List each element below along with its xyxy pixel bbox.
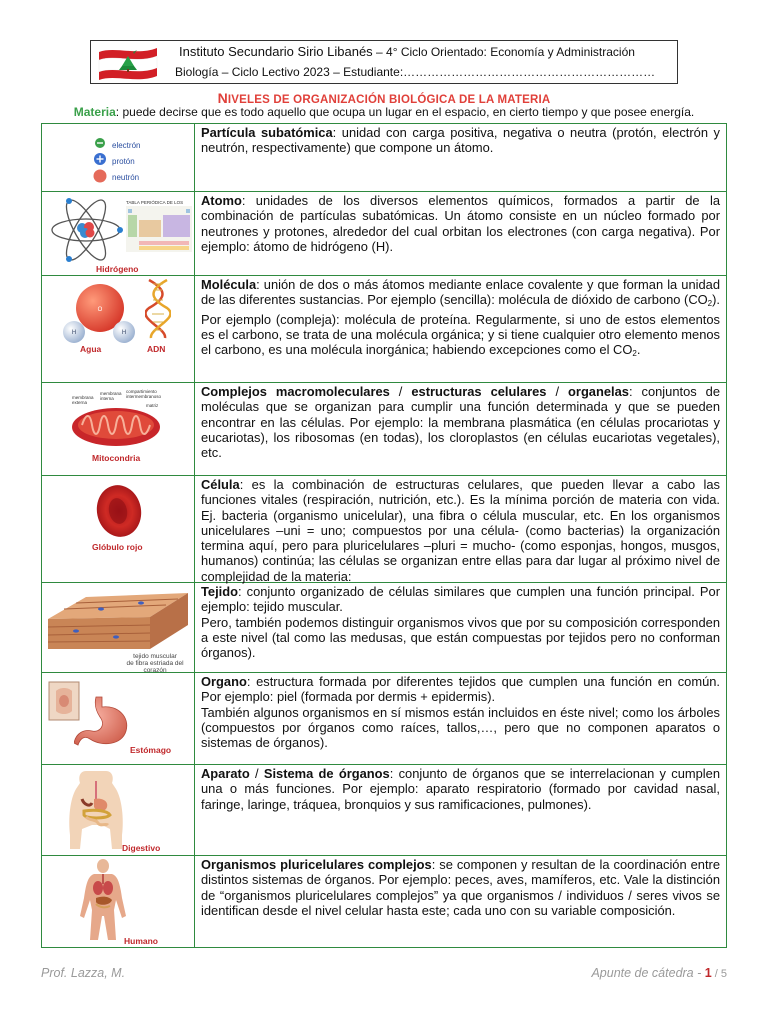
image-cell: [42, 124, 195, 191]
footer-total-pages: 5: [720, 968, 727, 980]
human-body-icon: [74, 858, 132, 942]
materia-definition: [0, 105, 768, 119]
row-body: : unidad con carga positiva, negativa o neutra (protón, electrón y neutrón, respectivamente) que compone un átomo.: [201, 125, 720, 156]
title-rest: IVELES DE ORGANIZACIÓN BIOLÓGICA DE LA MATERIA: [227, 94, 551, 106]
row-text: [201, 125, 720, 156]
label-matriz: matriz: [146, 403, 159, 408]
row-term: Organo: [201, 674, 247, 689]
levels-table: [41, 123, 727, 948]
row-sep: /: [249, 766, 264, 781]
footer-sep: /: [711, 968, 721, 980]
atom-h-label-2: H: [121, 330, 127, 336]
row-body: : se componen y resultan de la coordinación entre distintos sistemas de órganos. Por ejemplo: peces, aves, mamíferos, etc. Vale la distinción de “organismos pluricelulares complejos” ya que organismos / individuos / seres vivos se identifican desde el nivel celular hasta este; cada uno con su variable composición.: [201, 857, 720, 918]
row-sep: /: [546, 384, 569, 399]
table-row-tissue: [42, 583, 726, 673]
label-membrana-interna: membrana interna: [100, 391, 122, 401]
caption-mitocondria: Mitocondria: [92, 453, 141, 463]
institution-suffix: – 4° Ciclo Orientado: Economía y Administración: [372, 45, 635, 59]
tissue-caption-line1: tejido muscular: [133, 653, 177, 660]
label-compartimiento: compartimiento intermembranoso: [126, 389, 162, 399]
atom-icon: [46, 196, 126, 266]
footer-page-info: [591, 966, 727, 980]
digestive-system-icon: [66, 769, 136, 849]
tissue-caption: [116, 653, 194, 674]
row-body: : conjunto de órganos que se interrelacionan y cumplen una o más funciones. Por ejemplo: aparato respiratorio (formado por cavidad nasal, faringe, laringe, tráquea, bronquios y sus ramificaciones, pulmones).: [201, 766, 720, 812]
table-row-subatomic: [42, 124, 726, 192]
row-term: Célula: [201, 477, 240, 492]
footer-author: Prof. Lazza, M.: [41, 966, 126, 980]
row-term: Tejido: [201, 584, 238, 599]
image-cell: [42, 476, 195, 582]
caption-hidrogeno: Hidrógeno: [96, 264, 139, 274]
title-first-letter: N: [217, 90, 228, 106]
row-term: Molécula: [201, 277, 257, 292]
course-student-line: Biología – Ciclo Lectivo 2023 – Estudiante:………………………………………………………: [175, 65, 656, 79]
legend-proton: protón: [112, 157, 135, 166]
caption-globulo-rojo: Glóbulo rojo: [92, 542, 143, 552]
legend-electron: electrón: [112, 141, 141, 150]
table-row-atom: [42, 192, 726, 276]
row-text: [201, 477, 720, 584]
row-term-a: Aparato: [201, 766, 250, 781]
table-row-organisms: [42, 856, 726, 948]
image-cell: [42, 765, 195, 855]
caption-agua: Agua: [80, 344, 102, 354]
table-row-system: [42, 765, 726, 856]
caption-digestivo: Digestivo: [122, 843, 161, 853]
materia-label: Materia: [73, 105, 116, 119]
legend-neutron: neutrón: [112, 173, 140, 182]
row-text: [201, 674, 720, 750]
row-term-c: organelas: [568, 384, 629, 399]
red-blood-cell-icon: [94, 484, 144, 538]
stomach-icon: [74, 695, 132, 747]
water-molecule-icon: [60, 282, 140, 350]
tissue-caption-line2: de fibra estriada del corazón: [126, 660, 184, 674]
row-body-b: ). Por ejemplo (compleja): molécula de proteína. Regularmente, si uno de estos elementos es el carbono, se trata de una molécula orgánica; y si tiene cualquier otro elemento menos el carbono, es una molécula inorgánica; habiendo excepciones como el CO: [201, 292, 720, 358]
header-box: [90, 40, 678, 84]
row-text: [201, 584, 720, 660]
footer-page-number: 1: [704, 966, 712, 980]
row-term: Partícula subatómica: [201, 125, 333, 140]
row-body-a: : unión de dos o más átomos mediante enlace covalente y que forman la unidad de las diferentes sustancias. Por ejemplo (sencilla): molécula de dióxido de carbono (CO: [201, 277, 720, 308]
row-body-2: También algunos organismos en sí mismos están incluidos en éste nivel; como los árboles (compuestos por órganos como raíces, tallos,…, pero que no componen aparatos o sistemas de órganos).: [201, 704, 720, 751]
image-cell: [42, 276, 195, 382]
row-body-2: Pero, también podemos distinguir organismos vivos que por su composición corresponden a este nivel (tal como las medusas, que están compuestas por tejidos pero no conforman órganos).: [201, 614, 720, 661]
row-term-a: Complejos macromoleculares: [201, 384, 390, 399]
periodic-table-caption: TABLA PERIÓDICA DE LOS: [126, 200, 184, 205]
row-text: [201, 193, 720, 254]
image-cell: [42, 383, 195, 475]
table-row-organelles: [42, 383, 726, 476]
image-cell: [42, 673, 195, 764]
caption-humano: Humano: [124, 936, 158, 946]
table-row-molecule: [42, 276, 726, 383]
row-term-b: estructuras celulares: [411, 384, 547, 399]
row-text: [201, 384, 720, 460]
particle-legend: [112, 138, 140, 186]
dna-helix-icon: [145, 278, 171, 340]
row-sep: /: [389, 384, 412, 399]
periodic-table-icon: [126, 206, 192, 252]
row-term: Organismos pluricelulares complejos: [201, 857, 432, 872]
row-body: : unidades de los diversos elementos químicos, formados a partir de la combinación de partículas subatómicas. Un átomo consiste en un núcleo formado por neutrones y protones, alrededor del cual orbitan los electrones (con carga negativa). Por ejemplo: átomo de hidrógeno (H).: [201, 193, 720, 254]
institution-line: [179, 44, 635, 59]
row-body: : es la combinación de estructuras celulares, que pueden llevar a cabo las funciones vitales (respiración, nutrición, etc.). Es la mínima porción de materia con vida. Ej. bacteria (organismo unicelular), una fibra o célula muscular, etc. En los organismos unicelulares –uni = uno; compuestos por una célula- (como bacterias) la organización termina aquí, pero para pluricelulares –pluri = mucho- (como esponjas, hongos, musgos, humanos) continúa; las células se organizan entre ellas para dar lugar al próximo nivel de complejidad de la materia:: [201, 477, 720, 584]
table-row-organ: [42, 673, 726, 765]
image-cell: [42, 192, 195, 275]
institution-name: Instituto Secundario Sirio Libanés: [179, 44, 373, 59]
label-membrana-externa: membrana externa: [72, 395, 94, 405]
caption-estomago: Estómago: [130, 745, 172, 755]
muscle-tissue-icon: [46, 589, 190, 651]
table-row-cell: [42, 476, 726, 583]
materia-text: : puede decirse que es todo aquello que ocupa un lugar en el espacio, en cierto tiempo y que posee energía.: [115, 105, 695, 119]
row-body: : estructura formada por diferentes tejidos que cumplen una función en común. Por ejemplo: piel (formada por dermis + epidermis).: [201, 674, 720, 705]
row-text: [201, 766, 720, 812]
subscript-2: 2: [707, 299, 713, 309]
footer-label: Apunte de cátedra -: [591, 966, 705, 980]
image-cell: [42, 856, 195, 948]
image-cell: [42, 583, 195, 672]
subatomic-particles-icon: [92, 136, 192, 184]
row-text: [201, 857, 720, 918]
mitochondria-icon: [70, 405, 162, 449]
row-term-b: Sistema de órganos: [263, 766, 390, 781]
row-body: : conjuntos de moléculas que se organizan para cumplir una función determinada y que se pueden encontrar en las células. Por ejemplo: la membrana plasmática (en células procariotas y eucariotas), los ribosomas (en todas), los cloroplastos (en células eucariotas vegetales), etc.: [201, 384, 721, 461]
row-body-c: .: [636, 342, 641, 358]
atom-o-label: O: [97, 307, 103, 313]
row-body: : conjunto organizado de células similares que cumplen una función principal. Por ejemplo: tejido muscular.: [201, 584, 720, 615]
atom-h-label-1: H: [71, 330, 77, 336]
row-text: [201, 277, 720, 361]
caption-adn: ADN: [147, 344, 166, 354]
lebanon-flag-logo: [97, 44, 159, 81]
page-title: [0, 90, 768, 106]
row-term: Atomo: [201, 193, 242, 208]
subscript-2: 2: [632, 349, 637, 359]
